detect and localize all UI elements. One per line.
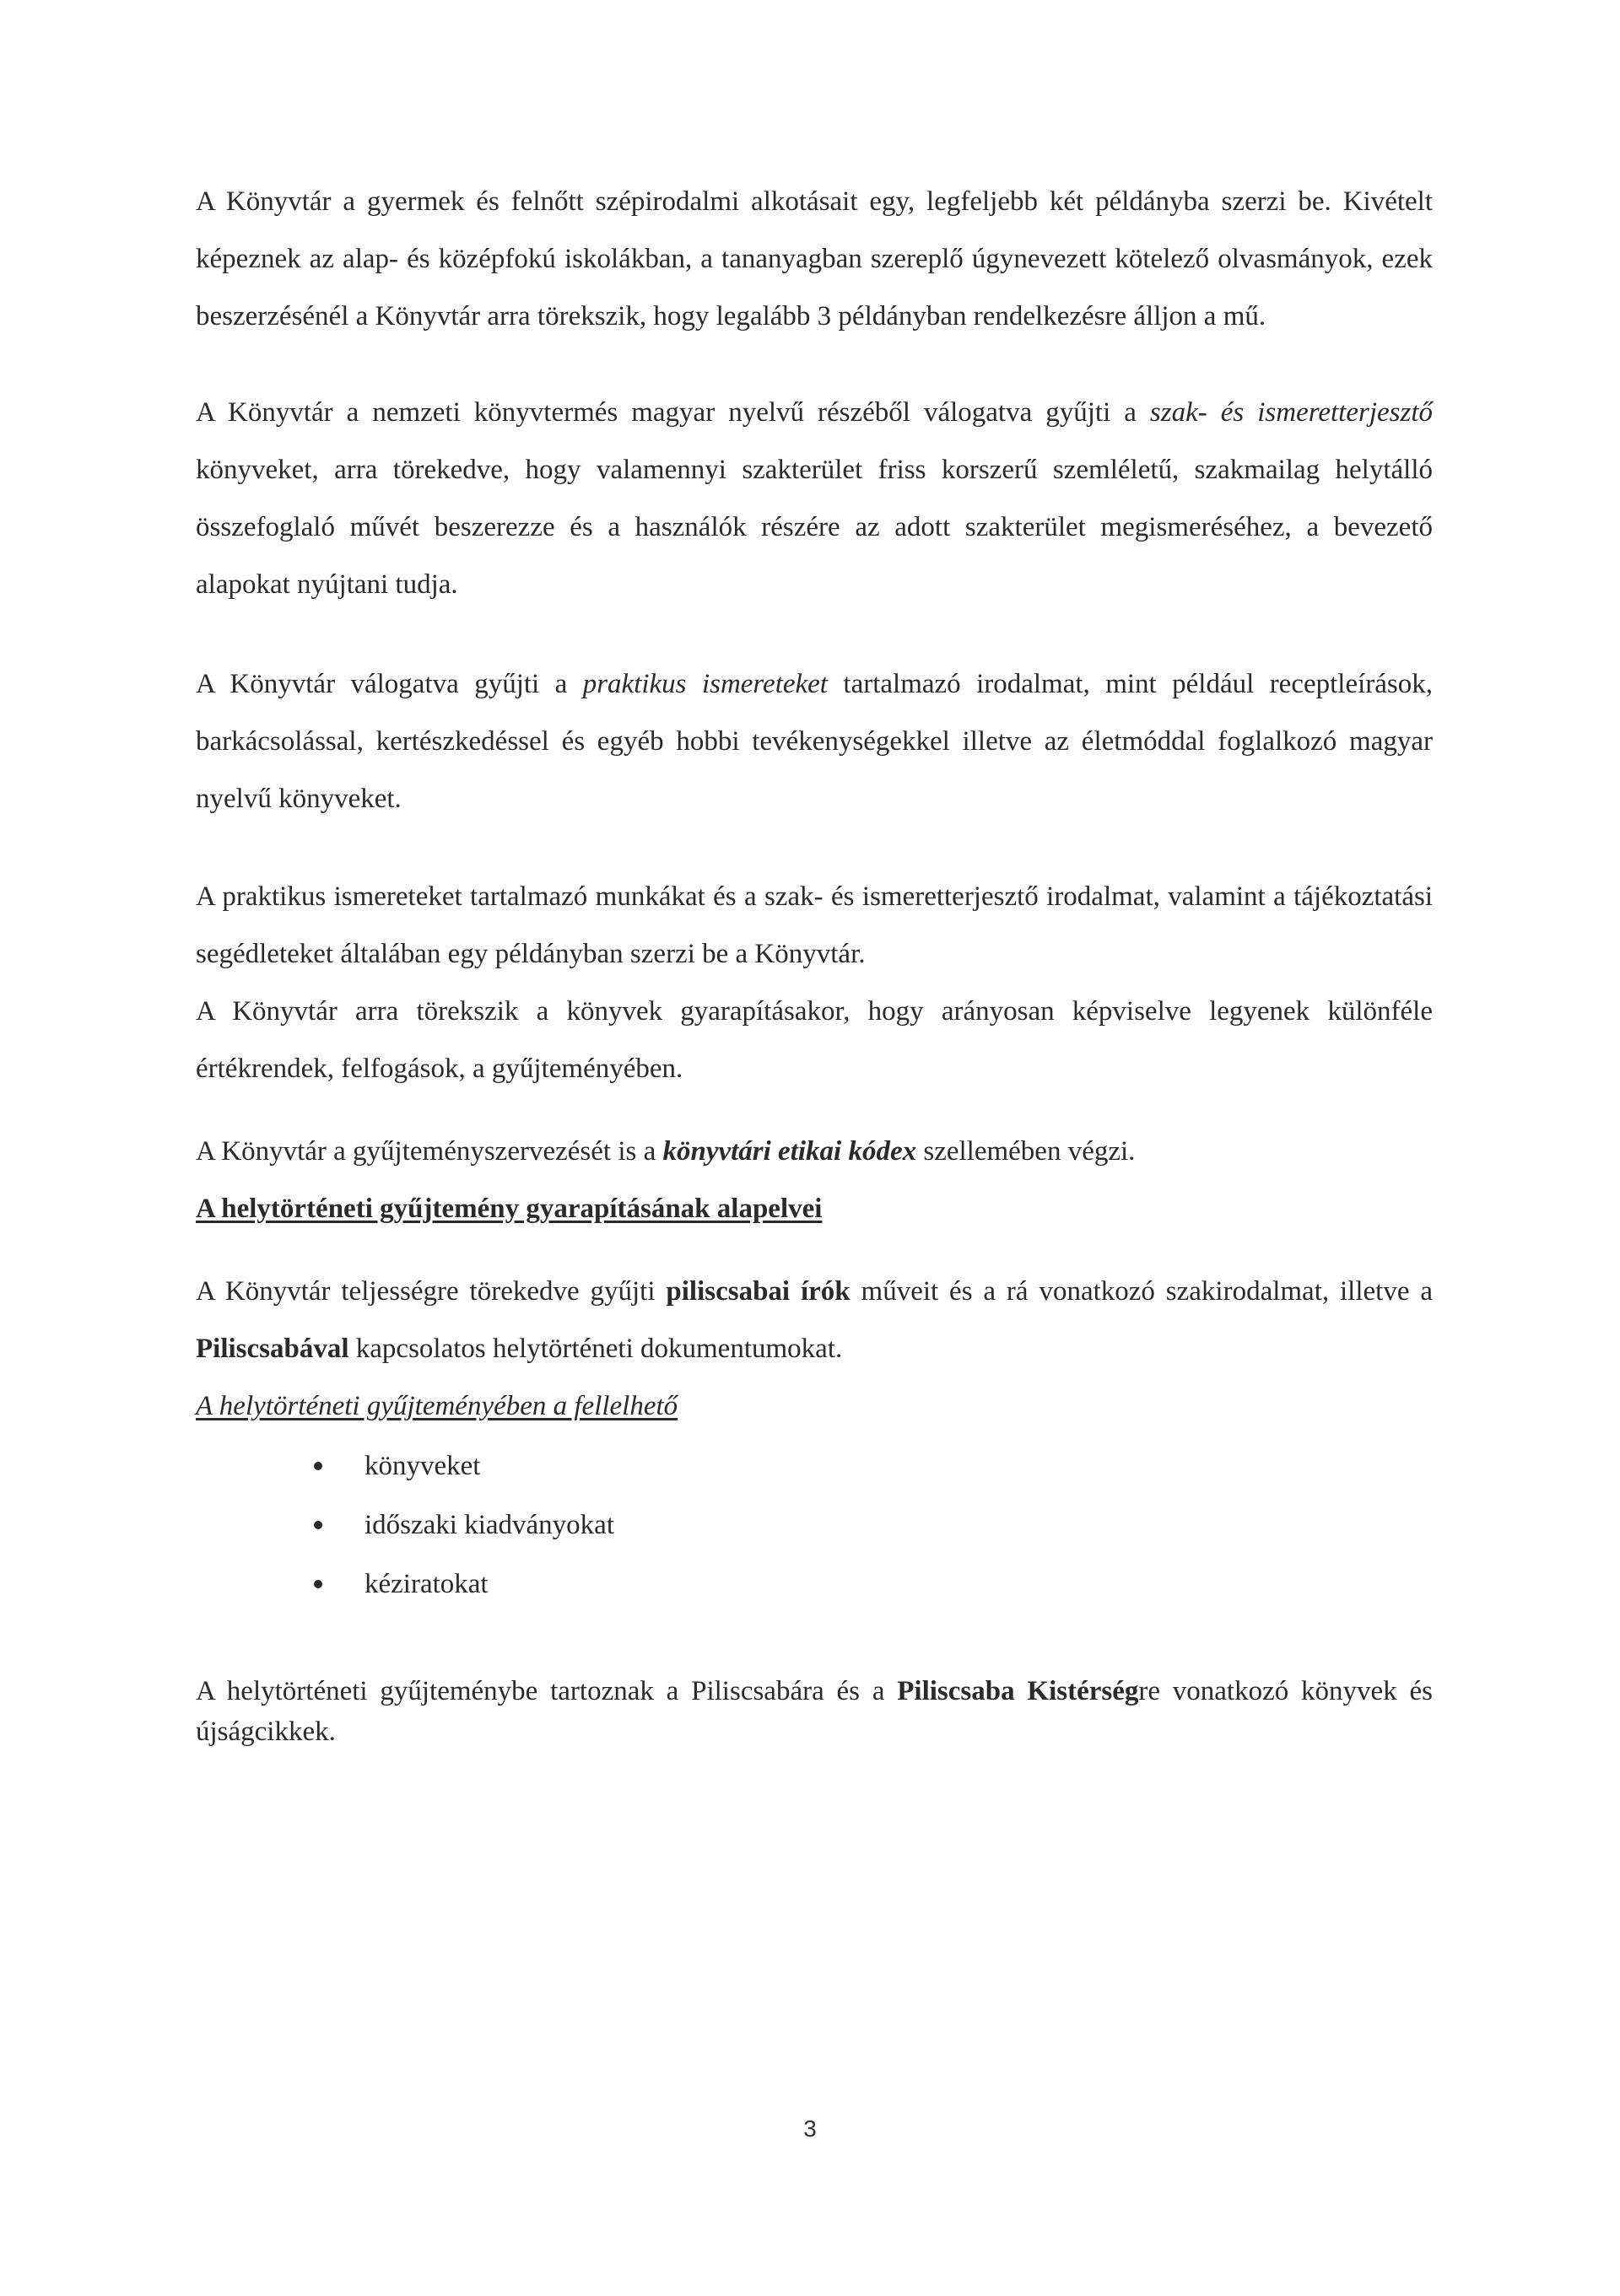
bullet-icon [314,1521,322,1529]
list-item [314,1555,1433,1614]
page-number: 3 [803,2115,817,2142]
document-body [196,173,1433,1752]
list-item-label: könyveket [364,1451,481,1481]
bold-text: Piliscsaba Kistérség [897,1676,1139,1706]
paragraph-fiction-acquisition: A Könyvtár a gyermek és felnőtt szépirodalmi alkotásait egy, legfeljebb két példányba szerzi be. Kivételt képeznek az alap- és középfokú iskolákban, a tananyagban szereplő úgynevezett kötelező olvasmányok, ezek beszerzésénél a Könyvtár arra törekszik, hogy legalább 3 példányban rendelkezésre álljon a mű. [196,186,1433,331]
list-item [314,1436,1433,1496]
paragraph-text: re vonatkozó könyvek és újságcikkek. [196,1676,1433,1747]
paragraph-ethics-code [196,1123,1433,1180]
paragraph-nonfiction-acquisition [196,384,1433,613]
paragraph-text: tartalmazó irodalmat, mint például receptleírások, barkácsolással, kertészkedéssel és egyéb hobbi tevékenységekkel illetve az életmóddal foglalkozó magyar nyelvű könyveket. [196,669,1434,814]
emphasis-text: szak- és ismeretterjesztő [1149,397,1433,428]
paragraph-text: kapcsolatos helytörténeti dokumentumokat. [348,1334,843,1364]
paragraph-text: A Könyvtár teljességre törekedve gyűjti [196,1276,667,1307]
paragraph-text: műveit és a rá vonatkozó szakirodalmat, illetve a [850,1276,1433,1307]
bullet-icon [314,1580,322,1588]
paragraph-practical-knowledge [196,655,1433,827]
bold-text: piliscsabai írók [666,1276,850,1307]
paragraph-local-authors [196,1263,1433,1377]
paragraph-text: könyveket, arra törekedve, hogy valamennyi szakterület friss korszerű szemléletű, szakmailag helytálló összefoglaló művét beszerezze és a használók részére az adott szakterület megismeréséhez, a bevezető alapokat nyújtani tudja. [196,455,1433,600]
paragraph-text: A helytörténeti gyűjteménybe tartoznak a Piliscsabára és a [196,1676,898,1706]
list-item [314,1496,1433,1555]
paragraph-text: A Könyvtár a gyűjteményszervezését is a [196,1136,663,1167]
subsection-heading: A helytörténeti gyűjteményében a fellelhető [196,1391,678,1421]
paragraph-single-copy: A praktikus ismereteket tartalmazó munkákat és a szak- és ismeretterjesztő irodalmat, valamint a tájékoztatási segédleteket általában egy példányban szerzi be a Könyvtár. [196,881,1433,969]
list-item-label: időszaki kiadványokat [364,1510,615,1540]
paragraph-text: A Könyvtár válogatva gyűjti a [196,669,583,699]
list-item-label: kéziratokat [364,1569,489,1599]
paragraph-local-history-scope [196,1671,1433,1752]
collection-item-list [196,1436,1433,1614]
bold-text: Piliscsabával [196,1334,349,1364]
paragraph-text: szellemében végzi. [916,1136,1136,1167]
emphasis-text: könyvtári etikai kódex [662,1136,917,1167]
bullet-icon [314,1462,322,1470]
emphasis-text: praktikus ismereteket [582,669,828,699]
section-heading: A helytörténeti gyűjtemény gyarapításának alapelvei [196,1194,823,1224]
paragraph-text: A Könyvtár a nemzeti könyvtermés magyar nyelvű részéből válogatva gyűjti a [196,397,1150,428]
paragraph-balanced-collection: A Könyvtár arra törekszik a könyvek gyarapításakor, hogy arányosan képviselve legyenek különféle értékrendek, felfogások, a gyűjteményében. [196,996,1433,1084]
